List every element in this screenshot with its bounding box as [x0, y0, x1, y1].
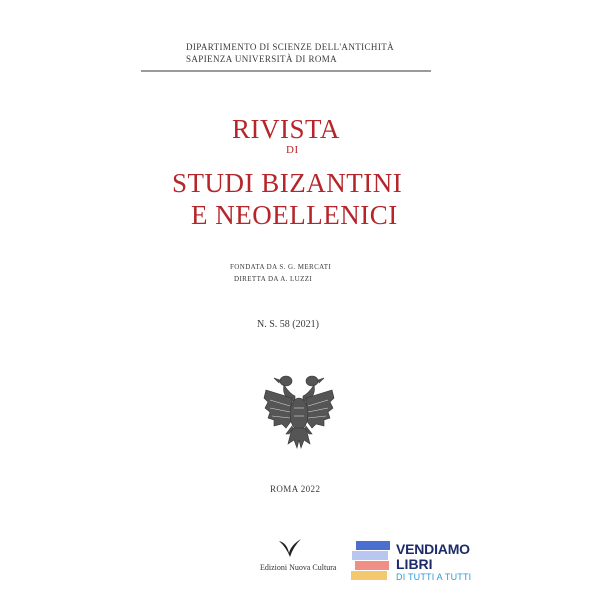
department-line: DIPARTIMENTO DI SCIENZE DELL'ANTICHITÀ — [186, 42, 395, 52]
book-cover — [141, 30, 459, 578]
badge-vendiamo: VENDIAMO — [396, 541, 470, 557]
university-line: SAPIENZA UNIVERSITÀ DI ROMA — [186, 54, 338, 64]
founded-by: FONDATA DA S. G. MERCATI — [230, 263, 332, 271]
book-stack-icon — [350, 539, 394, 585]
title-studi-bizantini: STUDI BIZANTINI — [172, 168, 403, 198]
publisher-name: Edizioni Nuova Cultura — [260, 563, 337, 572]
issue-number: N. S. 58 (2021) — [257, 319, 319, 330]
place-year: ROMA 2022 — [270, 484, 321, 494]
directed-by: DIRETTA DA A. LUZZI — [234, 275, 313, 283]
title-di: DI — [286, 144, 299, 156]
header-divider — [141, 70, 431, 72]
vendiamo-libri-badge — [350, 537, 490, 585]
publisher-logo-icon — [277, 537, 303, 559]
badge-libri: LIBRI — [396, 556, 433, 572]
title-neoellenici: E NEOELLENICI — [191, 200, 398, 230]
title-rivista: RIVISTA — [232, 114, 340, 144]
badge-tagline: DI TUTTI A TUTTI — [396, 572, 472, 582]
double-headed-eagle-icon — [262, 372, 336, 452]
